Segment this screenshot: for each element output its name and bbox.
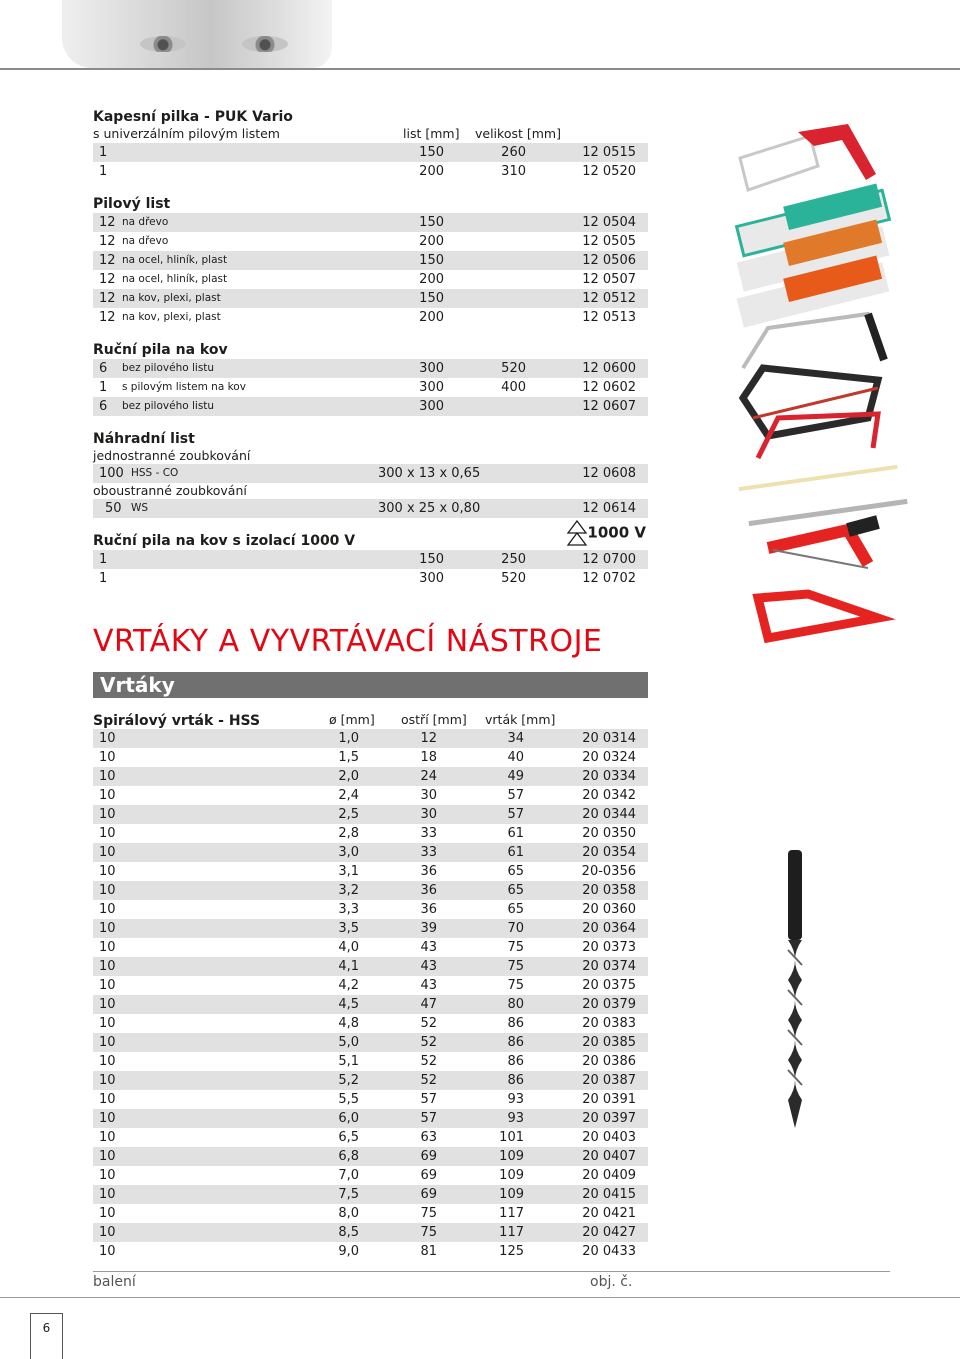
cell: 10 <box>99 978 116 993</box>
col-header-list: list [mm] <box>403 126 460 141</box>
table-row <box>93 1052 648 1071</box>
cell: 300 <box>419 399 444 414</box>
badge-text: 1000 V <box>587 523 646 542</box>
table-row <box>93 919 648 938</box>
desc: bez pilového listu <box>122 400 215 412</box>
cell: 86 <box>507 1035 524 1050</box>
cell: 12 0607 <box>582 399 636 414</box>
puk-header-row <box>93 126 648 143</box>
cell: 12 0512 <box>582 291 636 306</box>
cell: 10 <box>99 1111 116 1126</box>
drill-rows <box>93 729 648 1261</box>
cell: 7,0 <box>338 1168 359 1183</box>
drills-bar-label: Vrtáky <box>100 673 175 697</box>
cell: 20 0360 <box>582 902 636 917</box>
cell: 30 <box>420 807 437 822</box>
footer-order-label: obj. č. <box>590 1274 633 1290</box>
cell: 86 <box>507 1054 524 1069</box>
header-divider <box>0 68 960 70</box>
table-row <box>93 1242 648 1261</box>
cell: 8,0 <box>338 1206 359 1221</box>
table-row <box>93 550 648 569</box>
spare-blades-image <box>739 465 908 526</box>
cell: 200 <box>419 164 444 179</box>
table-row <box>93 1147 648 1166</box>
table-row <box>93 464 648 483</box>
cell: 109 <box>499 1149 524 1164</box>
table-row <box>93 162 648 181</box>
cell: 12 0602 <box>582 380 636 395</box>
cell: 20 0364 <box>582 921 636 936</box>
table-row <box>93 213 648 232</box>
qty: 12 <box>99 215 116 230</box>
cell: 310 <box>501 164 526 179</box>
desc: na ocel, hliník, plast <box>122 273 228 285</box>
drill-table-title: Spirálový vrták - HSS <box>93 713 261 729</box>
page-number: 6 <box>30 1313 63 1359</box>
qty: 12 <box>99 272 116 287</box>
cell: 10 <box>99 1168 116 1183</box>
cell: 101 <box>499 1130 524 1145</box>
cell: 10 <box>99 750 116 765</box>
cell: 10 <box>99 845 116 860</box>
cell: 10 <box>99 921 116 936</box>
cell: 20 0374 <box>582 959 636 974</box>
table-row <box>93 1033 648 1052</box>
desc: na kov, plexi, plast <box>122 311 221 323</box>
col-header-drill: vrták [mm] <box>485 712 556 727</box>
eye-left <box>140 36 186 52</box>
section-title-pilovy: Pilový list <box>93 196 171 212</box>
table-row <box>93 843 648 862</box>
qty: 1 <box>99 552 108 567</box>
col-header-diameter: ø [mm] <box>329 712 375 727</box>
cell: 10 <box>99 1206 116 1221</box>
table-row <box>93 767 648 786</box>
hacksaws-image <box>743 314 884 458</box>
cell: 10 <box>99 1054 116 1069</box>
qty: 50 <box>105 501 122 516</box>
cell: 20-0356 <box>581 864 636 879</box>
nahradni-sub2: oboustranné zoubkování <box>93 483 247 498</box>
cell: 109 <box>499 1187 524 1202</box>
puk-rows <box>93 143 648 181</box>
cell: 10 <box>99 902 116 917</box>
cell: 65 <box>507 883 524 898</box>
eye-right <box>242 36 288 52</box>
cell: 10 <box>99 1130 116 1145</box>
cell: 36 <box>420 902 437 917</box>
saw-product-photos <box>728 118 908 648</box>
table-row <box>93 1204 648 1223</box>
cell: 10 <box>99 1073 116 1088</box>
cell: 6,0 <box>338 1111 359 1126</box>
qty: 100 <box>99 466 124 481</box>
cell: 75 <box>507 978 524 993</box>
cell: 52 <box>420 1073 437 1088</box>
face-photo <box>62 0 332 68</box>
cell: 43 <box>420 940 437 955</box>
cell: 20 0354 <box>582 845 636 860</box>
cell: 10 <box>99 1092 116 1107</box>
cell: 20 0379 <box>582 997 636 1012</box>
cell: 47 <box>420 997 437 1012</box>
cell: 69 <box>420 1168 437 1183</box>
cell: 6,8 <box>338 1149 359 1164</box>
cell: 10 <box>99 997 116 1012</box>
cell: 10 <box>99 1035 116 1050</box>
cell: 150 <box>419 145 444 160</box>
izolace-title-text: Ruční pila na kov s izolací 1000 V <box>93 533 356 549</box>
desc: na dřevo <box>122 235 169 247</box>
table-row <box>93 1014 648 1033</box>
table-row <box>93 359 648 378</box>
table-row <box>93 957 648 976</box>
cell: 18 <box>420 750 437 765</box>
puk-saw-image <box>740 124 876 190</box>
table-row <box>93 862 648 881</box>
table-row <box>93 232 648 251</box>
table-row <box>93 938 648 957</box>
cell: 36 <box>420 864 437 879</box>
qty: 12 <box>99 291 116 306</box>
cell: 1,0 <box>338 731 359 746</box>
cell: 20 0334 <box>582 769 636 784</box>
cell: 520 <box>501 361 526 376</box>
cell: 4,1 <box>338 959 359 974</box>
cell: 20 0385 <box>582 1035 636 1050</box>
cell: 4,5 <box>338 997 359 1012</box>
table-row <box>93 499 648 518</box>
cell: 150 <box>419 253 444 268</box>
cell: 52 <box>420 1035 437 1050</box>
qty: 12 <box>99 234 116 249</box>
order-number: 12 0614 <box>582 501 636 516</box>
footer-divider <box>93 1271 890 1272</box>
table-row <box>93 1185 648 1204</box>
cell: 10 <box>99 1187 116 1202</box>
table-row <box>93 824 648 843</box>
desc: bez pilového listu <box>122 362 215 374</box>
cell: 10 <box>99 959 116 974</box>
cell: 93 <box>507 1111 524 1126</box>
cell: 36 <box>420 883 437 898</box>
cell: 12 0515 <box>582 145 636 160</box>
desc: na dřevo <box>122 216 169 228</box>
cell: 2,4 <box>338 788 359 803</box>
table-row <box>93 308 648 327</box>
dimension: 300 x 13 x 0,65 <box>378 466 481 481</box>
cell: 300 <box>419 380 444 395</box>
table-row <box>93 289 648 308</box>
cell: 2,8 <box>338 826 359 841</box>
cell: 8,5 <box>338 1225 359 1240</box>
cell: 33 <box>420 845 437 860</box>
desc: s pilovým listem na kov <box>122 381 246 393</box>
cell: 2,5 <box>338 807 359 822</box>
cell: 20 0427 <box>582 1225 636 1240</box>
table-row <box>93 805 648 824</box>
table-row <box>93 881 648 900</box>
cell: 39 <box>420 921 437 936</box>
cell: 57 <box>507 807 524 822</box>
cell: 4,0 <box>338 940 359 955</box>
cell: 250 <box>501 552 526 567</box>
cell: 93 <box>507 1092 524 1107</box>
cell: 10 <box>99 1016 116 1031</box>
cell: 1,5 <box>338 750 359 765</box>
section-title-nahradni: Náhradní list <box>93 431 195 447</box>
col-header-size: velikost [mm] <box>475 126 561 141</box>
cell: 7,5 <box>338 1187 359 1202</box>
cell: 12 0505 <box>582 234 636 249</box>
cell: 117 <box>499 1225 524 1240</box>
cell: 20 0421 <box>582 1206 636 1221</box>
cell: 20 0344 <box>582 807 636 822</box>
cell: 6,5 <box>338 1130 359 1145</box>
table-row <box>93 1128 648 1147</box>
cell: 12 <box>420 731 437 746</box>
cell: 40 <box>507 750 524 765</box>
puk-subtitle: s univerzálním pilovým listem <box>93 126 280 141</box>
table-row <box>93 251 648 270</box>
cell: 86 <box>507 1073 524 1088</box>
izolace-rows <box>93 550 648 588</box>
blade-packs-image <box>737 184 890 328</box>
cell: 150 <box>419 215 444 230</box>
cell: 125 <box>499 1244 524 1259</box>
cell: 75 <box>420 1225 437 1240</box>
cell: 4,2 <box>338 978 359 993</box>
cell: 12 0513 <box>582 310 636 325</box>
saw-catalog <box>93 108 648 588</box>
cell: 20 0342 <box>582 788 636 803</box>
cell: 57 <box>507 788 524 803</box>
qty: 6 <box>99 399 108 414</box>
cell: 10 <box>99 1149 116 1164</box>
cell: 9,0 <box>338 1244 359 1259</box>
cell: 300 <box>419 571 444 586</box>
cell: 10 <box>99 1244 116 1259</box>
cell: 3,5 <box>338 921 359 936</box>
footer-bottom-divider <box>0 1297 960 1298</box>
qty: 1 <box>99 145 108 160</box>
cell: 20 0386 <box>582 1054 636 1069</box>
table-row <box>93 900 648 919</box>
cell: 75 <box>507 940 524 955</box>
cell: 200 <box>419 310 444 325</box>
table-row <box>93 748 648 767</box>
order-number: 12 0608 <box>582 466 636 481</box>
dimension: 300 x 25 x 0,80 <box>378 501 481 516</box>
cell: 61 <box>507 826 524 841</box>
table-row <box>93 976 648 995</box>
cell: 300 <box>419 361 444 376</box>
table-row <box>93 569 648 588</box>
rucni-rows <box>93 359 648 416</box>
table-row <box>93 995 648 1014</box>
cell: 5,2 <box>338 1073 359 1088</box>
cell: 20 0387 <box>582 1073 636 1088</box>
cell: 3,1 <box>338 864 359 879</box>
nahradni-sub1: jednostranné zoubkování <box>93 448 251 463</box>
cell: 20 0415 <box>582 1187 636 1202</box>
cell: 3,2 <box>338 883 359 898</box>
pilovy-rows <box>93 213 648 327</box>
drill-table <box>93 712 648 1261</box>
cell: 20 0397 <box>582 1111 636 1126</box>
cell: 10 <box>99 883 116 898</box>
table-row <box>93 143 648 162</box>
cell: 33 <box>420 826 437 841</box>
cell: 117 <box>499 1206 524 1221</box>
cell: 65 <box>507 864 524 879</box>
cell: 10 <box>99 807 116 822</box>
cell: 20 0358 <box>582 883 636 898</box>
cell: 80 <box>507 997 524 1012</box>
section-title-rucni: Ruční pila na kov <box>93 342 228 358</box>
cell: 10 <box>99 769 116 784</box>
cell: 86 <box>507 1016 524 1031</box>
insulation-1000v-badge <box>567 520 646 546</box>
table-row <box>93 270 648 289</box>
qty: 6 <box>99 361 108 376</box>
cell: 20 0407 <box>582 1149 636 1164</box>
cell: 43 <box>420 978 437 993</box>
cell: 57 <box>420 1092 437 1107</box>
table-row <box>93 1090 648 1109</box>
table-row <box>93 397 648 416</box>
cell: 34 <box>507 731 524 746</box>
cell: 24 <box>420 769 437 784</box>
cell: 70 <box>507 921 524 936</box>
cell: 12 0600 <box>582 361 636 376</box>
cell: 10 <box>99 940 116 955</box>
cell: 81 <box>420 1244 437 1259</box>
cell: 4,8 <box>338 1016 359 1031</box>
cell: 12 0504 <box>582 215 636 230</box>
cell: 260 <box>501 145 526 160</box>
drill-header-row <box>93 712 648 729</box>
section-title-puk: Kapesní pilka - PUK Vario <box>93 109 293 125</box>
qty: 12 <box>99 310 116 325</box>
cell: 3,0 <box>338 845 359 860</box>
cell: 49 <box>507 769 524 784</box>
drills-bar <box>93 672 648 698</box>
cell: 20 0373 <box>582 940 636 955</box>
cell: 2,0 <box>338 769 359 784</box>
cell: 5,0 <box>338 1035 359 1050</box>
cell: 69 <box>420 1187 437 1202</box>
table-row <box>93 1166 648 1185</box>
cell: 5,5 <box>338 1092 359 1107</box>
cell: 20 0324 <box>582 750 636 765</box>
cell: 75 <box>507 959 524 974</box>
cell: 5,1 <box>338 1054 359 1069</box>
cell: 520 <box>501 571 526 586</box>
qty: 1 <box>99 164 108 179</box>
cell: 109 <box>499 1168 524 1183</box>
cell: 61 <box>507 845 524 860</box>
cell: 52 <box>420 1054 437 1069</box>
qty: 1 <box>99 571 108 586</box>
drill-bit-photo <box>780 850 810 1130</box>
qty: 1 <box>99 380 108 395</box>
cell: 20 0350 <box>582 826 636 841</box>
table-row <box>93 1223 648 1242</box>
table-row <box>93 729 648 748</box>
footer-packaging-label: balení <box>93 1274 136 1290</box>
cell: 43 <box>420 959 437 974</box>
cell: 12 0702 <box>582 571 636 586</box>
cell: 10 <box>99 731 116 746</box>
cell: 400 <box>501 380 526 395</box>
drills-heading: VRTÁKY A VYVRTÁVACÍ NÁSTROJE <box>93 624 603 659</box>
warning-triangle-icon <box>567 520 587 546</box>
table-row <box>93 1109 648 1128</box>
cell: 20 0314 <box>582 731 636 746</box>
cell: 20 0409 <box>582 1168 636 1183</box>
table-row <box>93 786 648 805</box>
cell: 20 0433 <box>582 1244 636 1259</box>
cell: 75 <box>420 1206 437 1221</box>
cell: 12 0506 <box>582 253 636 268</box>
cell: 10 <box>99 864 116 879</box>
desc: WS <box>131 502 149 514</box>
col-header-edge: ostří [mm] <box>401 712 467 727</box>
desc: na ocel, hliník, plast <box>122 254 228 266</box>
cell: 20 0383 <box>582 1016 636 1031</box>
cell: 57 <box>420 1111 437 1126</box>
cell: 63 <box>420 1130 437 1145</box>
page-header <box>0 0 960 68</box>
cell: 200 <box>419 272 444 287</box>
section-title-izolace <box>93 523 648 550</box>
cell: 12 0507 <box>582 272 636 287</box>
cell: 20 0375 <box>582 978 636 993</box>
cell: 12 0700 <box>582 552 636 567</box>
insulated-hacksaw-image <box>758 522 878 638</box>
desc: na kov, plexi, plast <box>122 292 221 304</box>
cell: 150 <box>419 291 444 306</box>
table-row <box>93 378 648 397</box>
cell: 12 0520 <box>582 164 636 179</box>
cell: 20 0403 <box>582 1130 636 1145</box>
cell: 69 <box>420 1149 437 1164</box>
cell: 20 0391 <box>582 1092 636 1107</box>
cell: 65 <box>507 902 524 917</box>
cell: 10 <box>99 1225 116 1240</box>
cell: 150 <box>419 552 444 567</box>
table-row <box>93 1071 648 1090</box>
cell: 200 <box>419 234 444 249</box>
desc: HSS - CO <box>131 467 179 479</box>
cell: 10 <box>99 788 116 803</box>
cell: 10 <box>99 826 116 841</box>
cell: 30 <box>420 788 437 803</box>
qty: 12 <box>99 253 116 268</box>
cell: 3,3 <box>338 902 359 917</box>
cell: 52 <box>420 1016 437 1031</box>
